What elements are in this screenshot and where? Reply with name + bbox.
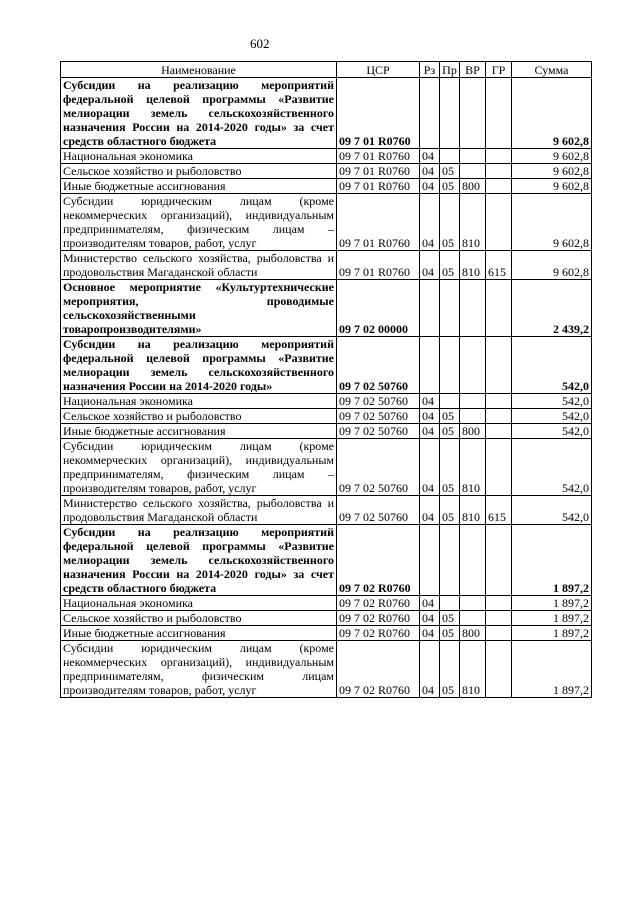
cell-gr [486,525,512,596]
table-row [61,280,592,337]
cell-vr [460,280,486,337]
cell-name: Субсидии на реализацию мероприятий федеральной целевой программы «Развитие мелиорации земель сельскохозяйственного назначения России на 2014-2020 годы» за счет средств областного бюджета [61,78,337,149]
cell-vr [460,337,486,394]
cell-pr [440,280,460,337]
cell-pr [440,149,460,164]
cell-rz [420,525,440,596]
cell-csr: 09 7 02 R0760 [337,611,420,626]
cell-amount: 542,0 [512,409,592,424]
table-row [61,525,592,596]
cell-vr [460,394,486,409]
cell-vr [460,596,486,611]
cell-rz: 04 [420,251,440,280]
table-row [61,251,592,280]
cell-amount: 542,0 [512,424,592,439]
cell-gr [486,280,512,337]
cell-vr [460,409,486,424]
cell-vr [460,149,486,164]
cell-vr: 800 [460,424,486,439]
cell-name: Иные бюджетные ассигнования [61,424,337,439]
cell-csr: 09 7 01 R0760 [337,179,420,194]
cell-rz: 04 [420,626,440,641]
cell-csr: 09 7 02 50760 [337,439,420,496]
cell-rz: 04 [420,596,440,611]
cell-csr: 09 7 02 R0760 [337,626,420,641]
cell-amount: 9 602,8 [512,78,592,149]
cell-gr: 615 [486,251,512,280]
cell-name: Субсидии на реализацию мероприятий федеральной целевой программы «Развитие мелиорации земель сельскохозяйственного назначения России на 2014-2020 годы» [61,337,337,394]
cell-rz: 04 [420,179,440,194]
cell-csr: 09 7 01 R0760 [337,194,420,251]
cell-pr: 05 [440,424,460,439]
cell-gr: 615 [486,496,512,525]
cell-csr: 09 7 01 R0760 [337,149,420,164]
cell-pr: 05 [440,409,460,424]
table-row [61,641,592,698]
cell-amount: 542,0 [512,496,592,525]
cell-vr [460,525,486,596]
cell-name: Министерство сельского хозяйства, рыболовства и продовольствия Магаданской области [61,251,337,280]
header-pr: Пр [440,62,460,78]
cell-name: Субсидии юридическим лицам (кроме некоммерческих организаций), индивидуальным предпринимателям, физическим лицам – производителям товаров, работ, услуг [61,439,337,496]
cell-vr: 810 [460,251,486,280]
cell-csr: 09 7 02 50760 [337,409,420,424]
table-row [61,394,592,409]
cell-gr [486,641,512,698]
cell-rz: 04 [420,409,440,424]
cell-csr: 09 7 02 R0760 [337,596,420,611]
cell-gr [486,394,512,409]
table-row [61,626,592,641]
cell-pr [440,337,460,394]
cell-csr: 09 7 02 50760 [337,496,420,525]
table-row [61,496,592,525]
cell-amount: 1 897,2 [512,525,592,596]
cell-gr [486,596,512,611]
cell-gr [486,164,512,179]
cell-pr: 05 [440,194,460,251]
cell-name: Сельское хозяйство и рыболовство [61,409,337,424]
header-amount: Сумма [512,62,592,78]
cell-pr [440,78,460,149]
cell-gr [486,194,512,251]
cell-amount: 1 897,2 [512,626,592,641]
cell-name: Субсидии юридическим лицам (кроме некоммерческих организаций), индивидуальным предпринимателям, физическим лицам – производителям товаров, работ, услуг [61,194,337,251]
table-header-row [61,62,592,78]
cell-amount: 1 897,2 [512,611,592,626]
cell-csr: 09 7 02 R0760 [337,525,420,596]
cell-vr [460,164,486,179]
cell-vr [460,78,486,149]
cell-amount: 1 897,2 [512,641,592,698]
cell-amount: 9 602,8 [512,149,592,164]
table-row [61,337,592,394]
cell-rz [420,280,440,337]
table-row [61,149,592,164]
table-row [61,611,592,626]
cell-name: Иные бюджетные ассигнования [61,626,337,641]
table-row [61,596,592,611]
header-rz: Рз [420,62,440,78]
table-row [61,78,592,149]
cell-rz: 04 [420,424,440,439]
cell-pr [440,596,460,611]
cell-amount: 9 602,8 [512,194,592,251]
cell-pr: 05 [440,164,460,179]
cell-pr: 05 [440,179,460,194]
cell-vr: 810 [460,439,486,496]
cell-rz: 04 [420,394,440,409]
cell-pr: 05 [440,626,460,641]
cell-gr [486,149,512,164]
cell-csr: 09 7 02 R0760 [337,641,420,698]
cell-name: Основное мероприятие «Культуртехнические мероприятия, проводимые сельскохозяйственными товаропроизводителями» [61,280,337,337]
cell-vr: 800 [460,179,486,194]
table-row [61,424,592,439]
cell-pr: 05 [440,641,460,698]
cell-gr [486,179,512,194]
cell-name: Иные бюджетные ассигнования [61,179,337,194]
cell-csr: 09 7 01 R0760 [337,164,420,179]
cell-amount: 542,0 [512,394,592,409]
header-name: Наименование [61,62,337,78]
cell-vr: 810 [460,496,486,525]
table-row [61,179,592,194]
cell-name: Национальная экономика [61,394,337,409]
cell-rz: 04 [420,149,440,164]
cell-rz: 04 [420,641,440,698]
cell-gr [486,337,512,394]
cell-amount: 542,0 [512,439,592,496]
cell-vr: 810 [460,194,486,251]
cell-vr: 800 [460,626,486,641]
cell-name: Министерство сельского хозяйства, рыболовства и продовольствия Магаданской области [61,496,337,525]
cell-amount: 2 439,2 [512,280,592,337]
cell-csr: 09 7 01 R0760 [337,251,420,280]
budget-table [60,61,592,698]
cell-csr: 09 7 02 50760 [337,424,420,439]
cell-vr [460,611,486,626]
cell-gr [486,626,512,641]
table-row [61,409,592,424]
cell-pr [440,525,460,596]
cell-rz: 04 [420,164,440,179]
cell-csr: 09 7 02 00000 [337,280,420,337]
cell-pr: 05 [440,251,460,280]
cell-amount: 9 602,8 [512,164,592,179]
cell-gr [486,78,512,149]
cell-rz [420,78,440,149]
cell-vr: 810 [460,641,486,698]
cell-name: Субсидии юридическим лицам (кроме некоммерческих организаций), индивидуальным предпринимателям, физическим лицам производителям товаров, работ, услуг [61,641,337,698]
cell-rz [420,337,440,394]
page-number: 602 [250,36,270,51]
cell-amount: 542,0 [512,337,592,394]
cell-name: Национальная экономика [61,149,337,164]
cell-gr [486,611,512,626]
cell-pr [440,394,460,409]
header-vr: ВР [460,62,486,78]
cell-name: Сельское хозяйство и рыболовство [61,611,337,626]
cell-rz: 04 [420,496,440,525]
cell-rz: 04 [420,194,440,251]
table-row [61,164,592,179]
cell-pr: 05 [440,439,460,496]
cell-name: Субсидии на реализацию мероприятий федеральной целевой программы «Развитие мелиорации земель сельскохозяйственного назначения России на 2014-2020 годы» за счет средств областного бюджета [61,525,337,596]
cell-gr [486,409,512,424]
cell-amount: 1 897,2 [512,596,592,611]
table-row [61,439,592,496]
header-gr: ГР [486,62,512,78]
cell-csr: 09 7 02 50760 [337,394,420,409]
cell-name: Национальная экономика [61,596,337,611]
cell-amount: 9 602,8 [512,179,592,194]
header-csr: ЦСР [337,62,420,78]
cell-gr [486,439,512,496]
cell-amount: 9 602,8 [512,251,592,280]
cell-name: Сельское хозяйство и рыболовство [61,164,337,179]
cell-pr: 05 [440,611,460,626]
table-row [61,194,592,251]
cell-rz: 04 [420,439,440,496]
cell-pr: 05 [440,496,460,525]
cell-csr: 09 7 02 50760 [337,337,420,394]
cell-csr: 09 7 01 R0760 [337,78,420,149]
cell-rz: 04 [420,611,440,626]
cell-gr [486,424,512,439]
